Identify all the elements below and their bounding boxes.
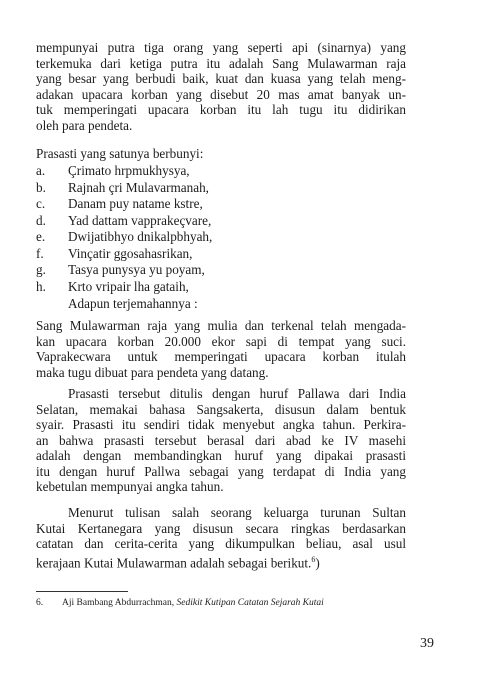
translation-heading: Adapun terjemahannya : [68, 296, 198, 311]
text-line: kan upacara korban 20.000 ekor sapi di tempat yang suci. [36, 333, 406, 349]
text-line: Menurut tulisan salah seorang keluarga turunan Sultan [68, 505, 406, 520]
paragraph-2 [36, 318, 406, 380]
list-text: Dwijatibhyo dnikalpbhyah, [68, 229, 213, 244]
footnote-separator [36, 591, 128, 592]
list-text: Çrimato hrpmukhysya, [68, 163, 190, 178]
list-text: Tasya punysya yu poyam, [68, 262, 205, 277]
text-line: Prasasti tersebut ditulis dengan huruf Pallawa dari India [68, 386, 406, 401]
list-marker: g. [36, 262, 46, 277]
footnote [36, 597, 324, 609]
text-line: tuk memperingati upacara korban itu lah tugu itu didirikan [36, 102, 406, 117]
text-line: adakan upacara korban yang disebut 20 mas amat banyak un- [36, 86, 406, 102]
list-marker: a. [36, 163, 46, 178]
list-marker: c. [36, 196, 46, 211]
list-marker: e. [36, 229, 46, 244]
list-item [36, 246, 212, 263]
paragraph-1 [36, 40, 406, 133]
footnote-title: Sedikit Kutipan Catatan Sejarah Kutai [176, 598, 324, 608]
text-line: itu dengan huruf Pallwa sebagai yang terdapat di India yang [36, 463, 406, 479]
text-line: adalah dengan membandingkan huruf yang dipakai prasasti [36, 448, 406, 463]
inscription-heading: Prasasti yang satunya berbunyi: [36, 146, 204, 161]
list-item [36, 163, 212, 180]
list-marker: f. [36, 245, 44, 261]
text-line: kebetulan mempunyai angka tahun. [36, 479, 224, 494]
page-number: 39 [420, 636, 434, 651]
text-line: maka tugu dibuat para pendeta yang datang. [36, 364, 269, 380]
text-line: Selatan, memakai bahasa Sangsakerta, disusun dalam bentuk [36, 401, 406, 417]
footnote-author: Aji Bambang Abdurrachman, [62, 598, 175, 608]
list-item [36, 229, 212, 246]
list-text: Danam puy natame kstre, [68, 196, 203, 211]
list-text: Krto vripair lha gataih, [68, 278, 189, 294]
text-line: Sang Mulawarman raja yang mulia dan terkenal telah mengada- [36, 318, 406, 333]
list-text: Yad dattam vapprakeçvare, [68, 212, 212, 228]
text-line: catatan dan cerita-cerita yang dikumpulkan beliau, asal usul [36, 536, 406, 551]
text-line-content: kerajaan Kutai Mulawarman adalah sebagai berikut. [36, 554, 312, 570]
list-item [36, 213, 212, 230]
paragraph-4 [36, 505, 406, 570]
list-item [36, 180, 212, 197]
footnote-reference[interactable]: 6 [311, 554, 316, 564]
text-line: an bahwa prasasti tersebut berasal dari abad ke IV masehi [36, 432, 406, 448]
list-marker: b. [36, 179, 46, 195]
text-line: Vaprakecwara untuk memperingati upacara korban itulah [36, 349, 406, 364]
list-item [36, 196, 212, 213]
text-line: terkemuka dari ketiga putra itu adalah Sang Mulawarman raja [36, 55, 406, 71]
list-marker: d. [36, 212, 46, 228]
text-line: syair. Prasasti itu sendiri tidak menyebut angka tahun. Perkira- [36, 417, 406, 432]
text-line: mempunyai putra tiga orang yang seperti api (sinarnya) yang [36, 40, 406, 55]
text-line: yang besar yang berbudi baik, kuat dan kuasa yang telah meng- [36, 71, 406, 86]
text-line: oleh para pendeta. [36, 117, 133, 133]
list-marker: h. [36, 278, 46, 294]
paragraph-3 [36, 386, 406, 495]
footnote-number: 6. [36, 598, 44, 608]
list-item [36, 262, 212, 279]
list-text: Rajnah çri Mulavarmanah, [68, 179, 209, 195]
list-text: Vinçatir ggosahasrikan, [68, 245, 193, 261]
text-line: Kutai Kertanegara yang disusun secara ringkas berdasarkan [36, 520, 406, 536]
closing-paren: ) [315, 554, 320, 570]
list-item [36, 279, 212, 296]
text-line [36, 552, 406, 571]
inscription-list [36, 163, 212, 295]
